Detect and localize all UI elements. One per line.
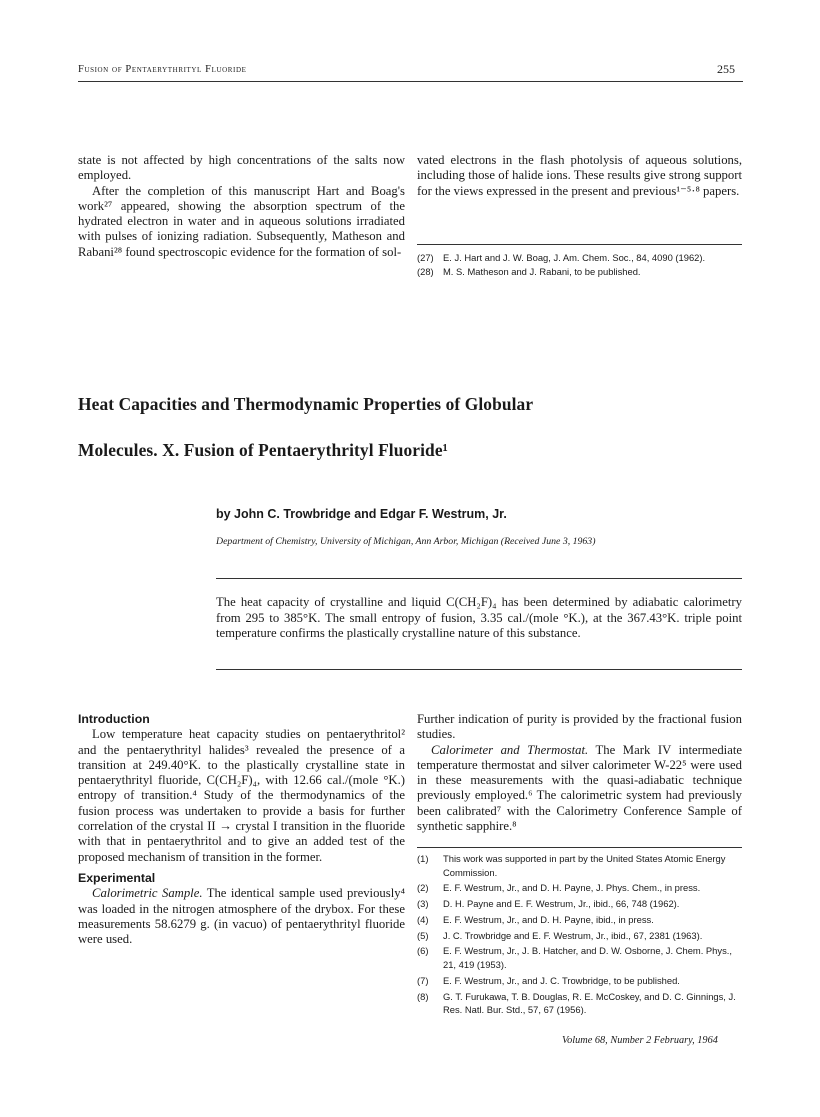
footnote bbox=[417, 974, 742, 988]
paragraph-text: The identical sample used previously⁴ was loaded in the nitrogen atmosphere of the drybox. For these measurements 58.6279 g. (in vacuo) of pentaerythrityl fluoride were used. bbox=[78, 886, 405, 947]
footnote-text: E. F. Westrum, Jr., and J. C. Trowbridge, to be published. bbox=[443, 974, 680, 986]
abstract-rule-top bbox=[216, 578, 742, 579]
footnote-text: E. J. Hart and J. W. Boag, J. Am. Chem. Soc., 84, 4090 (1962). bbox=[443, 252, 706, 263]
footnote-text: This work was supported in part by the United States Atomic Energy Commission. bbox=[443, 853, 726, 878]
paragraph: state is not affected by high concentrations of the salts now employed. bbox=[78, 153, 405, 183]
footnote bbox=[417, 944, 742, 971]
footnote-text: J. C. Trowbridge and E. F. Westrum, Jr., ibid., 67, 2381 (1963). bbox=[443, 929, 703, 941]
journal-footer: Volume 68, Number 2 February, 1964 bbox=[562, 1035, 718, 1046]
footnote bbox=[417, 265, 742, 279]
footnote bbox=[417, 881, 742, 895]
footnote-number: (6) bbox=[417, 945, 429, 957]
paragraph: Low temperature heat capacity studies on pentaerythritol² and the pentaerythrityl halides³ revealed the presence of a transition at 249.40°K. to the plastically crystalline state in pentaerythrityl fluoride, C(CH₂F)₄, with 12.66 cal./(mole °K.) entropy of transition.⁴ Study of the thermodynamics of the fusion process was undertaken to provide a basis for further correlation of the crystal II → crystal I transition in the fluoride with that in pentaerythritol and to give an added test of the proposed mechanism of transition in the former. bbox=[78, 727, 405, 864]
subheading: Calorimeter and Thermostat. bbox=[431, 742, 589, 757]
top-left-column bbox=[78, 153, 405, 260]
abstract: The heat capacity of crystalline and liquid C(CH₂F)₄ has been determined by adiabatic calorimetry from 295 to 385°K. The small entropy of fusion, 3.35 cal./(mole °K.), at the 367.43°K. triple point temperature confirms the plastically crystalline nature of this substance. bbox=[216, 595, 742, 640]
article-title-line-2: Molecules. X. Fusion of Pentaerythrityl Fluoride¹ bbox=[78, 440, 448, 460]
paragraph bbox=[417, 743, 742, 835]
header-rule bbox=[78, 81, 743, 82]
footnote bbox=[417, 852, 742, 879]
bottom-right-column bbox=[417, 712, 742, 834]
footnote bbox=[417, 897, 742, 911]
article-title-line-1: Heat Capacities and Thermodynamic Properties of Globular bbox=[78, 394, 534, 414]
footnote bbox=[417, 929, 742, 943]
footnote-number: (5) bbox=[417, 929, 429, 941]
footnote bbox=[417, 990, 742, 1017]
affiliation: Department of Chemistry, University of Michigan, Ann Arbor, Michigan (Received June 3, 1963) bbox=[216, 536, 596, 547]
bottom-footnotes bbox=[417, 852, 742, 1019]
top-footnotes bbox=[417, 251, 742, 278]
section-heading-experimental: Experimental bbox=[78, 870, 156, 885]
footnote-text: E. F. Westrum, Jr., J. B. Hatcher, and D. W. Osborne, J. Chem. Phys., 21, 419 (1953). bbox=[443, 945, 732, 970]
authors: by John C. Trowbridge and Edgar F. Westrum, Jr. bbox=[216, 507, 507, 521]
paragraph: Further indication of purity is provided by the fractional fusion studies. bbox=[417, 712, 742, 742]
footnote-number: (1) bbox=[417, 853, 429, 864]
footnote bbox=[417, 913, 742, 927]
page-number: 255 bbox=[717, 62, 735, 76]
top-right-column bbox=[417, 153, 742, 199]
footnote-text: E. F. Westrum, Jr., and D. H. Payne, ibid., in press. bbox=[443, 913, 654, 925]
footnote-rule bbox=[417, 847, 742, 848]
paragraph: vated electrons in the flash photolysis of aqueous solutions, including those of halide ions. These results give strong support for the views expressed in the present and previous¹⁻⁵·⁸ papers. bbox=[417, 153, 742, 198]
running-head: Fusion of Pentaerythrityl Fluoride bbox=[78, 64, 247, 75]
footnote-text: D. H. Payne and E. F. Westrum, Jr., ibid., 66, 748 (1962). bbox=[443, 898, 680, 910]
footnote-number: (2) bbox=[417, 882, 429, 894]
paragraph bbox=[78, 886, 405, 947]
footnote-number: (3) bbox=[417, 898, 429, 910]
paragraph-text: The Mark IV intermediate temperature thermostat and silver calorimeter W-22⁵ were used in these measurements with the quasi-adiabatic technique previously employed.⁶ The calorimetric system had previously been calibrated⁷ with the Calorimetry Conference Sample of synthetic sapphire.⁸ bbox=[417, 742, 742, 834]
section-heading-introduction: Introduction bbox=[78, 712, 150, 726]
footnote-rule bbox=[417, 244, 742, 245]
abstract-rule-bottom bbox=[216, 669, 742, 670]
footnote bbox=[417, 251, 742, 265]
footnote-number: (7) bbox=[417, 974, 429, 986]
footnote-text: E. F. Westrum, Jr., and D. H. Payne, J. Phys. Chem., in press. bbox=[443, 882, 701, 894]
subheading: Calorimetric Sample. bbox=[92, 886, 203, 901]
footnote-number: (8) bbox=[417, 990, 429, 1002]
footnote-number: (27) bbox=[417, 252, 434, 263]
footnote-number: (4) bbox=[417, 913, 429, 925]
paragraph: After the completion of this manuscript Hart and Boag's work²⁷ appeared, showing the absorption spectrum of the hydrated electron in water and in aqueous solutions irradiated with pulses of ionizing radiation. Subsequently, Matheson and Rabani²⁸ found spectroscopic evidence for the formation of sol- bbox=[78, 183, 405, 259]
bottom-left-column bbox=[78, 712, 405, 947]
footnote-number: (28) bbox=[417, 265, 434, 277]
footnote-text: M. S. Matheson and J. Rabani, to be published. bbox=[443, 265, 641, 277]
footnote-text: G. T. Furukawa, T. B. Douglas, R. E. McCoskey, and D. C. Ginnings, J. Res. Natl. Bur. Std., 57, 67 (1956). bbox=[443, 990, 736, 1016]
